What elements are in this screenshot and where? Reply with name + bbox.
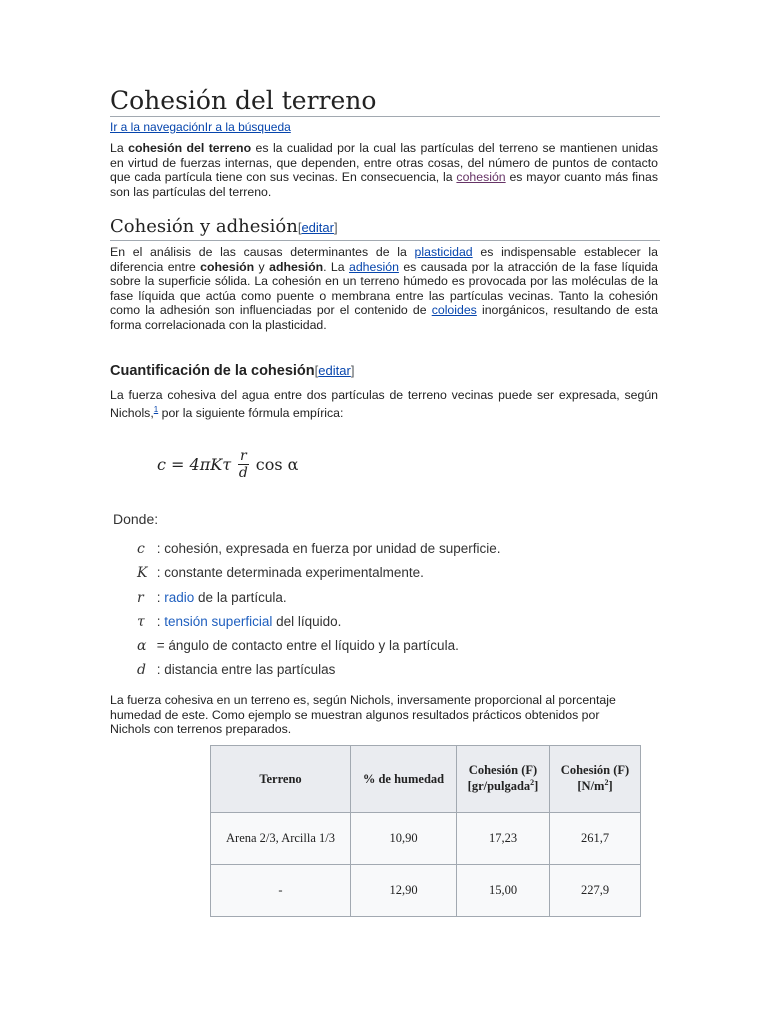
header-cohesion-gr: Cohesión (F) [gr/pulgada$^2$]: [457, 746, 550, 813]
skip-navigation-links[interactable]: Ir a la navegaciónIr a la búsqueda: [110, 120, 291, 134]
table-cell: 15,00: [457, 865, 550, 917]
table-cell: 261,7: [550, 813, 641, 865]
definition-item: τ : tensión superficial del líquido.: [137, 613, 342, 630]
link-tension-superficial[interactable]: tensión superficial: [164, 613, 273, 629]
cohesion-formula: c = 4πKτ $\frac{r}{d}$ cos α: [157, 448, 299, 481]
definition-item: r : radio de la partícula.: [137, 589, 287, 606]
table-cell: 12,90: [351, 865, 457, 917]
link-plasticidad[interactable]: plasticidad: [414, 245, 473, 259]
definition-item: d : distancia entre las partículas: [137, 662, 336, 679]
link-cohesion[interactable]: cohesión: [456, 170, 506, 185]
definitions-list: [137, 540, 500, 686]
table-row: [211, 813, 641, 865]
section2-paragraph: La fuerza cohesiva del agua entre dos partículas de terreno vecinas puede ser expresada, según Nichols,$^1$ por la siguiente fórmula empírica:: [110, 388, 658, 420]
intro-paragraph: La cohesión del terreno es la cualidad por la cual las partículas del terreno se mantienen unidas en virtud de fuerzas internas, que dependen, entre otras cosas, del número de puntos de contacto que cada partícula tiene con sus vecinas. En consecuencia, la cohesión es mayor cuanto más finas son las partículas del terreno.: [110, 141, 658, 199]
table-cell: Arena 2/3, Arcilla 1/3: [211, 813, 351, 865]
section-heading-cohesion-adhesion: Cohesión y adhesión[editar]: [110, 215, 660, 241]
link-coloides[interactable]: coloides: [431, 303, 477, 318]
edit-link-section2[interactable]: editar: [318, 363, 351, 378]
reference-link[interactable]: 1: [153, 404, 159, 414]
donde-label: Donde:: [113, 511, 159, 527]
definition-item: c : cohesión, expresada en fuerza por unidad de superficie.: [137, 541, 501, 557]
header-humedad: % de humedad: [351, 746, 457, 813]
edit-link-section1[interactable]: editar: [301, 220, 334, 235]
table-cell: -: [211, 865, 351, 917]
table-intro-paragraph: La fuerza cohesiva en un terreno es, según Nichols, inversamente proporcional al porcentaje humedad de este. Como ejemplo se muestran algunos resultados prácticos obtenidos por Nichols con terrenos preparados.: [110, 693, 616, 737]
header-cohesion-n: Cohesión (F) $[N/m^2]$: [550, 746, 641, 813]
section1-paragraph: En el análisis de las causas determinantes de la plasticidad es indispensable establecer la diferencia entre cohesión y adhesión. La adhesión es causada por la atracción de la fase líquida sobre la superficie sólida. La cohesión en un terreno húmedo es provocada por las moléculas de la fase líquida que actúa como puente o membrana entre las partículas vecinas. Tanto la cohesión como la adhesión son influenciadas por el contenido de coloides inorgánicos, resultando de esta forma correlacionada con la plasticidad.: [110, 245, 659, 332]
header-terreno: Terreno: [211, 746, 351, 813]
table-header-row: [211, 746, 641, 813]
page-title: Cohesión del terreno: [110, 86, 660, 117]
table-cell: 10,90: [351, 813, 457, 865]
section-heading-cuantificacion: Cuantificación de la cohesión[editar]: [110, 363, 355, 379]
link-radio[interactable]: radio: [164, 589, 195, 605]
nichols-results-table: [210, 745, 641, 917]
definition-item: α = ángulo de contacto entre el líquido y la partícula.: [137, 638, 459, 655]
definition-item: K : constante determinada experimentalmente.: [137, 565, 424, 582]
link-adhesion[interactable]: adhesión: [349, 259, 399, 274]
table-row: [211, 865, 641, 917]
table-cell: 227,9: [550, 865, 641, 917]
table-cell: 17,23: [457, 813, 550, 865]
